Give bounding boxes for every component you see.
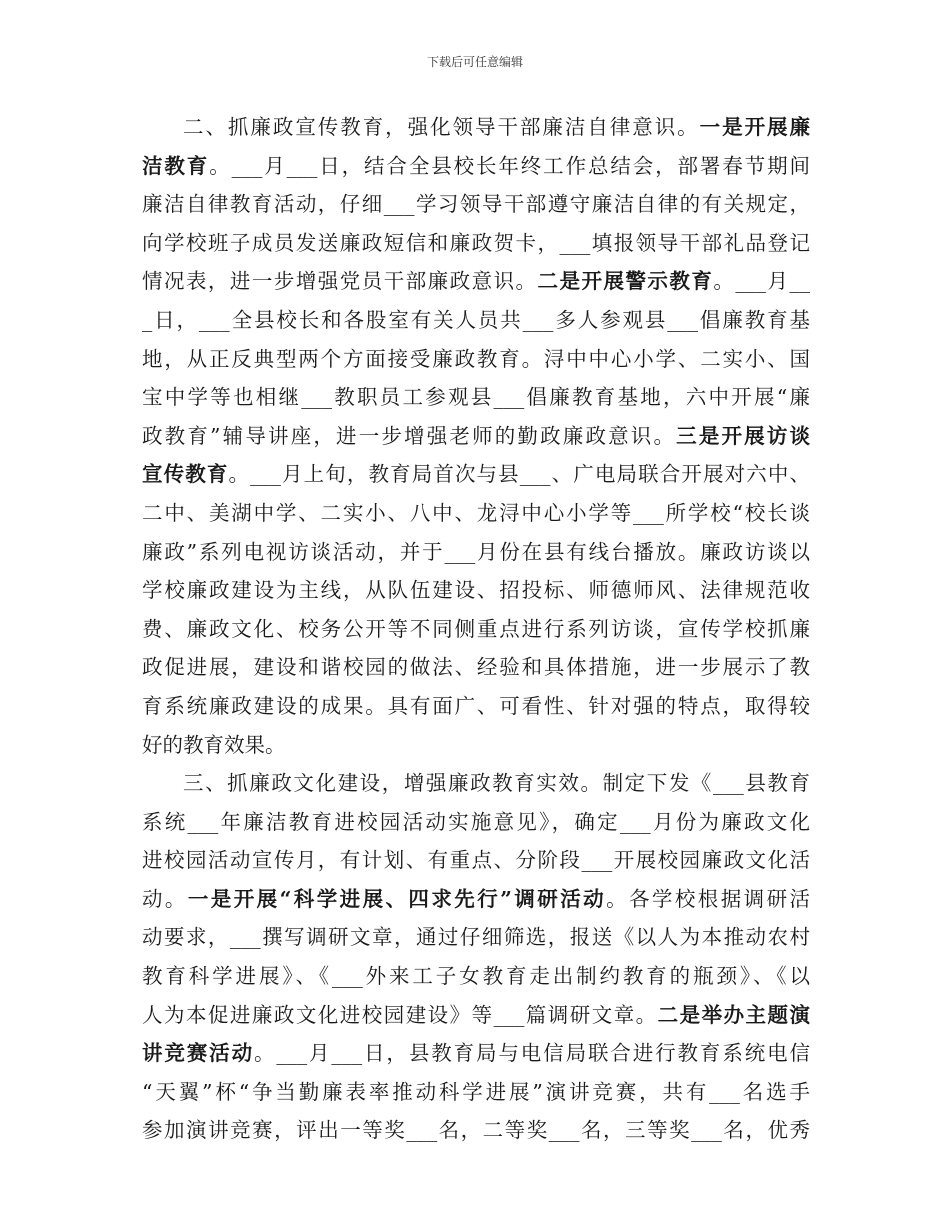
text-segment: 。各学校根据调研活	[606, 886, 810, 911]
text-segment: 宝中学等也相继___教职员工参观县___倡廉教育基地，六中开展“廉	[142, 385, 810, 410]
text-line	[142, 880, 810, 919]
text-segment: 向学校班子成员发送廉政短信和廉政贺卡，___填报领导干部礼品登记	[142, 230, 810, 255]
text-line	[142, 533, 810, 572]
text-segment: 政促进展，建设和谐校园的做法、经验和具体措施，进一步展示了教	[142, 655, 810, 680]
text-segment: 廉政”系列电视访谈活动，并于___月份在县有线台播放。廉政访谈以	[142, 539, 810, 564]
text-segment: 系统___年廉洁教育进校园活动实施意见》，确定___月份为廉政文化	[142, 809, 810, 834]
text-line	[142, 224, 810, 263]
text-segment: “天翼”杯“争当勤廉表率推动科学进展”演讲竞赛，共有___名选手	[142, 1079, 810, 1104]
text-line	[142, 957, 810, 996]
bold-segment: 三是开展访谈	[676, 423, 810, 448]
bold-segment: 一是开展“科学进展、四求先行”调研活动	[187, 886, 607, 911]
text-line	[142, 185, 810, 224]
text-segment: 费、廉政文化、校务公开等不同侧重点进行系列访谈，宣传学校抓廉	[142, 616, 810, 641]
text-line	[142, 996, 810, 1035]
text-line	[142, 571, 810, 610]
text-line	[142, 610, 810, 649]
text-line	[142, 841, 810, 880]
text-segment: 廉洁自律教育活动，仔细___学习领导干部遵守廉洁自律的有关规定，	[142, 192, 810, 217]
text-line	[142, 340, 810, 379]
text-segment: _日，___全县校长和各股室有关人员共___多人参观县___倡廉教育基	[142, 307, 810, 332]
text-segment: 。___月___日，县教育局与电信局联合进行教育系统电信	[253, 1041, 810, 1066]
page-header: 下载后可任意编辑	[426, 55, 523, 69]
text-segment: 。___月__	[713, 269, 810, 294]
text-segment: 情况表，进一步增强党员干部廉政意识。	[142, 269, 538, 294]
bold-segment: 二是开展警示教育	[537, 269, 714, 294]
bold-segment: 二是举办主题演	[657, 1002, 810, 1027]
text-segment: 动。	[142, 886, 188, 911]
text-segment: 动要求，___撰写调研文章，通过仔细筛选，报送《以人为本推动农村	[142, 925, 810, 950]
text-line	[142, 494, 810, 533]
text-line	[142, 378, 810, 417]
text-line	[142, 764, 810, 803]
text-line	[142, 726, 810, 765]
text-line	[142, 301, 810, 340]
text-segment: 政教育”辅导讲座，进一步增强老师的勤政廉政意识。	[142, 423, 677, 448]
text-segment: 。___月上旬，教育局首次与县___、广电局联合开展对六中、	[228, 462, 810, 487]
bold-segment: 洁教育	[142, 153, 210, 178]
text-segment: 教育科学进展》、《___外来工子女教育走出制约教育的瓶颈》、《以	[142, 964, 810, 989]
text-segment: 。___月___日，结合全县校长年终工作总结会，部署春节期间	[209, 153, 810, 178]
text-line	[142, 1034, 810, 1073]
text-segment: 参加演讲竞赛，评出一等奖___名，二等奖___名，三等奖___名，优秀	[142, 1118, 810, 1143]
text-line	[142, 648, 810, 687]
text-segment: 地，从正反典型两个方面接受廉政教育。浔中中心小学、二实小、国	[142, 346, 810, 371]
text-segment: 二中、美湖中学、二实小、八中、龙浔中心小学等___所学校“校长谈	[142, 500, 810, 525]
text-segment: 好的教育效果。	[142, 732, 286, 757]
text-segment: 学校廉政建设为主线，从队伍建设、招投标、师德师风、法律规范收	[142, 578, 810, 603]
text-segment: 进校园活动宣传月，有计划、有重点、分阶段___开展校园廉政文化活	[142, 848, 810, 873]
text-line	[142, 1111, 810, 1150]
text-segment: 二、抓廉政宣传教育，强化领导干部廉洁自律意识。	[183, 115, 700, 139]
text-line	[142, 803, 810, 842]
text-segment: 育系统廉政建设的成果。具有面广、可看性、针对强的特点，取得较	[142, 693, 810, 718]
text-line	[142, 147, 810, 186]
text-line	[142, 262, 810, 301]
text-line	[142, 1073, 810, 1112]
bold-segment: 讲竞赛活动	[142, 1041, 254, 1066]
text-segment: 人为本促进廉政文化进校园建设》等___篇调研文章。	[142, 1002, 658, 1027]
document-body	[142, 108, 810, 1150]
text-line	[142, 455, 810, 494]
text-line	[142, 108, 810, 147]
text-line	[142, 417, 810, 456]
bold-segment: 宣传教育	[142, 462, 229, 487]
text-segment: 三、抓廉政文化建设，增强廉政教育实效。制定下发《___县教育	[183, 771, 810, 796]
text-line	[142, 918, 810, 957]
text-line	[142, 687, 810, 726]
bold-segment: 一是开展廉	[699, 115, 810, 139]
